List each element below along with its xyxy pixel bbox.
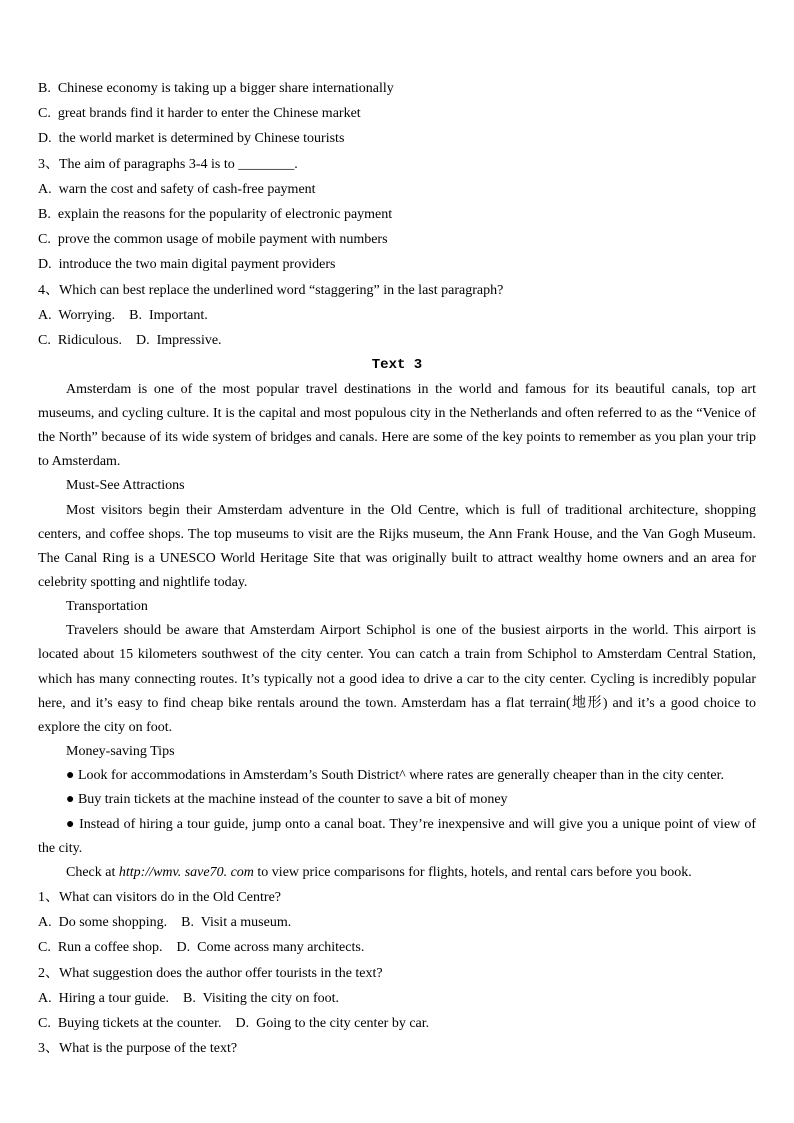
passage-line: museums, and cycling culture. It is the capital and most populous city in the Netherlands and often referred to as the “Venice of [38,405,756,421]
option-pair-line: A. Worrying. B. Important. [38,307,208,323]
attractions-paragraph [38,499,756,596]
option-line: D. the world market is determined by Chinese tourists [38,131,345,147]
check-line [38,861,756,885]
text3-intro-paragraph [38,378,756,475]
passage-line: celebrity spotting and nightlife today. [38,574,248,590]
section-heading-attractions: Must-See Attractions [66,478,185,494]
tips-list [38,764,756,861]
option-line: A. warn the cost and safety of cash-free payment [38,181,316,197]
passage-line: explore the city on foot. [38,719,173,735]
bullet-line: ● Look for accommodations in Amsterdam’s South District^ where rates are generally cheaper than in the city center. [66,768,725,784]
passage-line: Most visitors begin their Amsterdam adventure in the Old Centre, which is full of traditional architecture, shopping [66,502,756,518]
option-line: D. introduce the two main digital payment providers [38,257,336,273]
url-text: http://wmv. save70. com [118,864,254,880]
bullet-line: ● Buy train tickets at the machine instead of the counter to save a bit of money [66,792,508,808]
passage-line: here, and it’s easy to find cheap bike rentals around the town. Amsterdam has a flat terrain(地形) and it’s a good choice to [38,695,756,711]
option-pair-line: A. Hiring a tour guide. B. Visiting the city on foot. [38,990,340,1006]
text3-heading: Text 3 [371,357,423,374]
transportation-paragraph [38,619,756,740]
question-line: 3、The aim of paragraphs 3-4 is to ________. [38,156,298,172]
passage-line: Amsterdam is one of the most popular travel destinations in the world and famous for its beautiful canals, top art [66,381,756,397]
text3-question-block [38,885,756,1061]
passage-line: to Amsterdam. [38,454,121,470]
check-line-suffix: to view price comparisons for flights, hotels, and rental cars before you book. [253,864,692,880]
passage-line: The Canal Ring is a UNESCO World Heritage Site that was originally built to attract wealthy home owners and an area for [38,550,756,566]
option-line: B. explain the reasons for the popularity of electronic payment [38,207,393,223]
option-pair-line: C. Ridiculous. D. Impressive. [38,333,222,349]
check-line-prefix: Check at [66,864,119,880]
carryover-question-block [38,76,756,353]
option-pair-line: A. Do some shopping. B. Visit a museum. [38,915,292,931]
section-heading-transportation: Transportation [66,599,148,615]
passage-line: located about 15 kilometers southwest of the city center. You can catch a train from Schiphol to Amsterdam Central Station, [38,647,756,663]
passage-line: which has many connecting routes. It’s typically not a good idea to drive a car to the city center. Cycling is incredibly popular [38,671,756,687]
option-line: C. prove the common usage of mobile payment with numbers [38,232,388,248]
option-line: B. Chinese economy is taking up a bigger share internationally [38,81,394,96]
question-line: 3、What is the purpose of the text? [38,1041,238,1057]
option-pair-line: C. Buying tickets at the counter. D. Going to the city center by car. [38,1016,430,1032]
passage-line: centers, and coffee shops. The top museums to visit are the Rijks museum, the Ann Frank House, and the Van Gogh Museum. [38,526,756,542]
section-heading-tips: Money-saving Tips [66,744,175,760]
option-line: C. great brands find it harder to enter the Chinese market [38,106,361,122]
option-pair-line: C. Run a coffee shop. D. Come across many architects. [38,940,365,956]
passage-line: the North” because of its wide system of bridges and canals. Here are some of the key points to remember as you plan your trip [38,430,756,446]
question-line: 1、What can visitors do in the Old Centre? [38,890,281,906]
passage-line: Travelers should be aware that Amsterdam Airport Schiphol is one of the busiest airports in the world. This airport is [66,623,756,639]
question-line: 2、What suggestion does the author offer tourists in the text? [38,965,383,981]
bullet-continuation-line: the city. [38,840,83,856]
question-line: 4、Which can best replace the underlined word “staggering” in the last paragraph? [38,282,504,298]
bullet-line: ● Instead of hiring a tour guide, jump onto a canal boat. They’re inexpensive and will give you a unique point of view of [66,816,756,832]
